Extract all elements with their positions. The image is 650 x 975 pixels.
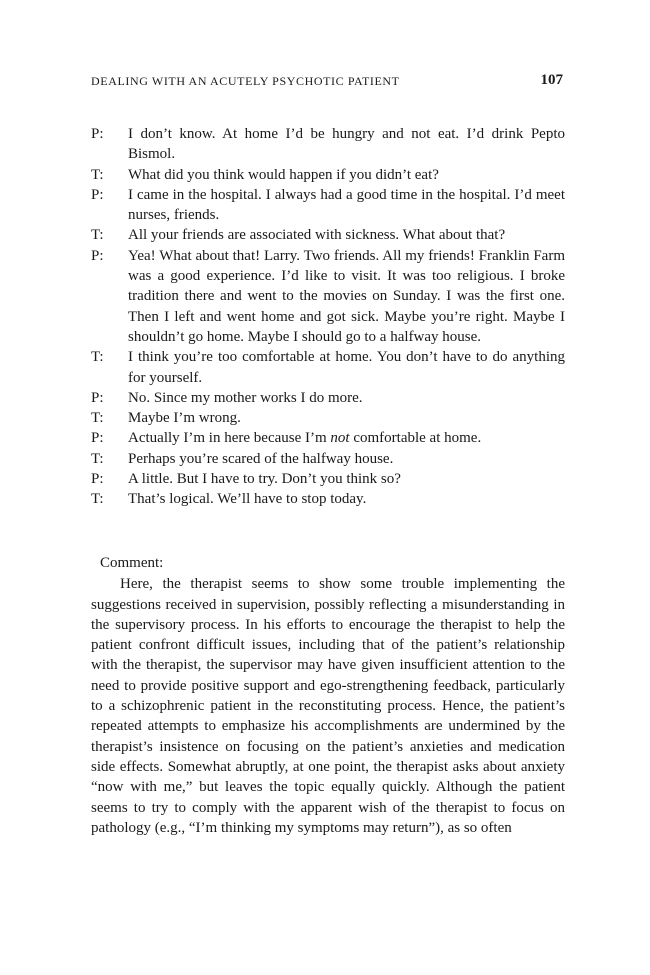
dialogue-turn-therapist [91, 408, 565, 428]
utterance-text: No. Since my mother works I do more. [128, 389, 363, 406]
dialogue-turn-therapist [91, 347, 565, 388]
utterance-text: I think you’re too comfortable at home. You don’t have to do anything for yourself. [128, 349, 565, 386]
utterance-text-after: comfortable at home. [349, 430, 482, 447]
speaker-label: P: [91, 430, 104, 447]
speaker-label: T: [91, 227, 104, 244]
speaker-label: T: [91, 410, 104, 427]
speaker-label: P: [91, 389, 104, 406]
dialogue-turn-patient [91, 388, 565, 408]
dialogue-turn-therapist [91, 489, 565, 509]
page-number: 107 [540, 72, 563, 88]
dialogue-turn-patient [91, 124, 565, 165]
utterance-text: That’s logical. We’ll have to stop today. [128, 491, 367, 508]
utterance-text: All your friends are associated with sickness. What about that? [128, 227, 506, 244]
dialogue-turn-therapist [91, 449, 565, 469]
dialogue-turn-patient [91, 185, 565, 226]
utterance-text: I came in the hospital. I always had a good time in the hospital. I’d meet nurses, friends. [128, 186, 565, 224]
comment-paragraph: Here, the therapist seems to show some trouble implementing the suggestions received in supervision, possibly reflecting a misunderstanding in the supervisory process. In his efforts to encourage the therapist to help the patient confront difficult issues, including that of the patient’s relationship with the therapist, the supervisor may have given insufficient attention to the need to provide positive support and ego-strengthening feedback, particularly to a schizophrenic patient in the reconstituting process. Hence, the patient’s repeated attempts to emphasize his accomplishments are undermined by the therapist’s insistence on focusing on the patient’s anxieties and medication side effects. Somewhat abruptly, at one point, the therapist asks about anxiety “now with me,” but leaves the topic equally quickly. Although the patient seems to try to comply with the apparent wish of the therapist to focus on pathology (e.g., “I’m thinking my symptoms may return”), as so often [91, 576, 565, 836]
utterance-text: I don’t know. At home I’d be hungry and not eat. I’d drink Pepto Bismol. [128, 126, 565, 163]
utterance-text: Maybe I’m wrong. [128, 410, 241, 427]
utterance-text: Perhaps you’re scared of the halfway house. [128, 450, 394, 467]
dialogue-turn-therapist [91, 225, 565, 245]
speaker-label: P: [91, 186, 104, 203]
utterance-text: What did you think would happen if you didn’t eat? [128, 166, 439, 183]
speaker-label: P: [91, 247, 104, 264]
dialogue-transcript [91, 124, 565, 510]
speaker-label: P: [91, 471, 104, 488]
running-title: DEALING WITH AN ACUTELY PSYCHOTIC PATIENT [91, 74, 400, 88]
dialogue-turn-patient [91, 469, 565, 489]
comment-heading: Comment: [100, 555, 164, 571]
speaker-label: P: [91, 126, 104, 142]
dialogue-turn-patient [91, 246, 565, 347]
speaker-label: T: [91, 491, 104, 508]
emphasized-word: not [330, 430, 350, 447]
speaker-label: T: [91, 166, 104, 183]
running-head [91, 73, 563, 93]
dialogue-turn-therapist [91, 165, 565, 185]
utterance-text [128, 428, 565, 448]
speaker-label: T: [91, 349, 104, 366]
utterance-text: Yea! What about that! Larry. Two friends. All my friends! Franklin Farm was a good experience. I’d like to visit. It was too religious. I broke tradition there and went to the movies on Sunday. I was the first one. Then I left and went home and got sick. Maybe you’re right. Maybe I shouldn’t go home. Maybe I should go to a halfway house. [128, 247, 565, 345]
comment-section [91, 553, 565, 838]
speaker-label: T: [91, 450, 104, 467]
utterance-text-before: Actually I’m in here because I’m [128, 430, 331, 447]
utterance-text: A little. But I have to try. Don’t you think so? [128, 471, 401, 488]
dialogue-turn-patient [91, 428, 565, 448]
